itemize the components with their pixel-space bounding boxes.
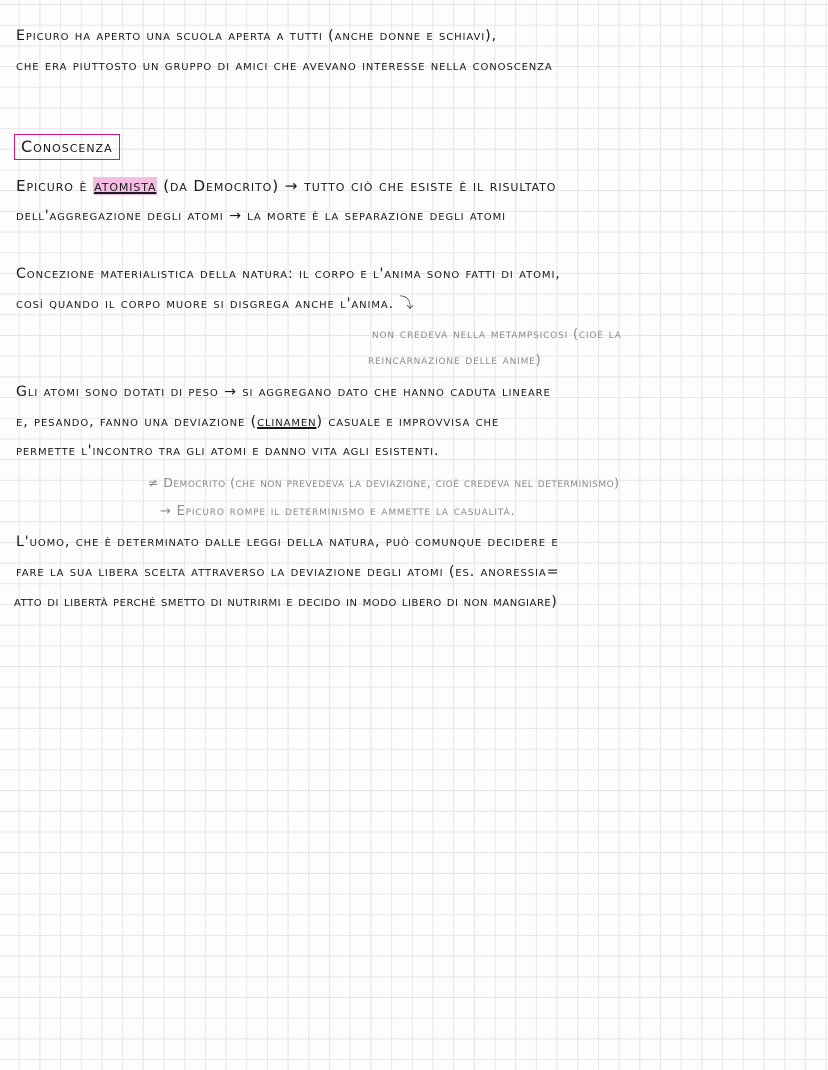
section-heading: Conoscenza	[14, 134, 120, 160]
intro-line-2: che era piuttosto un gruppo di amici che avevano interesse nella conoscenza	[16, 58, 553, 74]
atomism-text-after: (da Democrito) → tutto ciò che esiste è il risultato	[163, 177, 557, 195]
atomism-line-1	[16, 176, 556, 196]
weight-line-1: Gli atomi sono dotati di peso → si aggregano dato che hanno caduta lineare	[16, 384, 551, 400]
weight-text-after: ) casuale e improvvisa che	[316, 414, 500, 430]
freedom-line-3: atto di libertà perché smetto di nutrirmi e decido in modo libero di non mangiare)	[14, 594, 558, 610]
freedom-line-1: L'uomo, che è determinato dalle leggi della natura, può comunque decidere e	[16, 534, 559, 550]
atomism-text-before: Epicuro è	[16, 177, 88, 195]
materialism-note-1: non credeva nella metampsicosi (cioè la	[372, 327, 622, 342]
atomism-line-2: dell'aggregazione degli atomi → la morte è la separazione degli atomi	[16, 208, 506, 224]
clinamen-underlined: clinamen	[257, 414, 317, 430]
weight-note-2: → Epicuro rompe il determinismo e ammette la casualità.	[160, 504, 516, 519]
materialism-note-2: reincarnazione delle anime)	[368, 353, 542, 368]
weight-line-2	[16, 412, 499, 432]
weight-note-1: ≠ Democrito (che non prevedeva la deviazione, cioè credeva nel determinismo)	[148, 475, 620, 490]
weight-line-3: permette l'incontro tra gli atomi e danno vita agli esistenti.	[16, 443, 440, 459]
weight-text-before: e, pesando, fanno una deviazione (	[16, 414, 258, 430]
intro-line-1: Epicuro ha aperto una scuola aperta a tutti (anche donne e schiavi),	[16, 28, 497, 44]
materialism-line-1: Concezione materialistica della natura: il corpo e l'anima sono fatti di atomi,	[16, 266, 561, 282]
materialism-line-2: così quando il corpo muore si disgrega anche l'anima. ⤵	[16, 296, 415, 312]
freedom-line-2: fare la sua libera scelta attraverso la deviazione degli atomi (es. anoressia=	[16, 564, 560, 580]
atomista-highlight: atomista	[94, 177, 157, 195]
